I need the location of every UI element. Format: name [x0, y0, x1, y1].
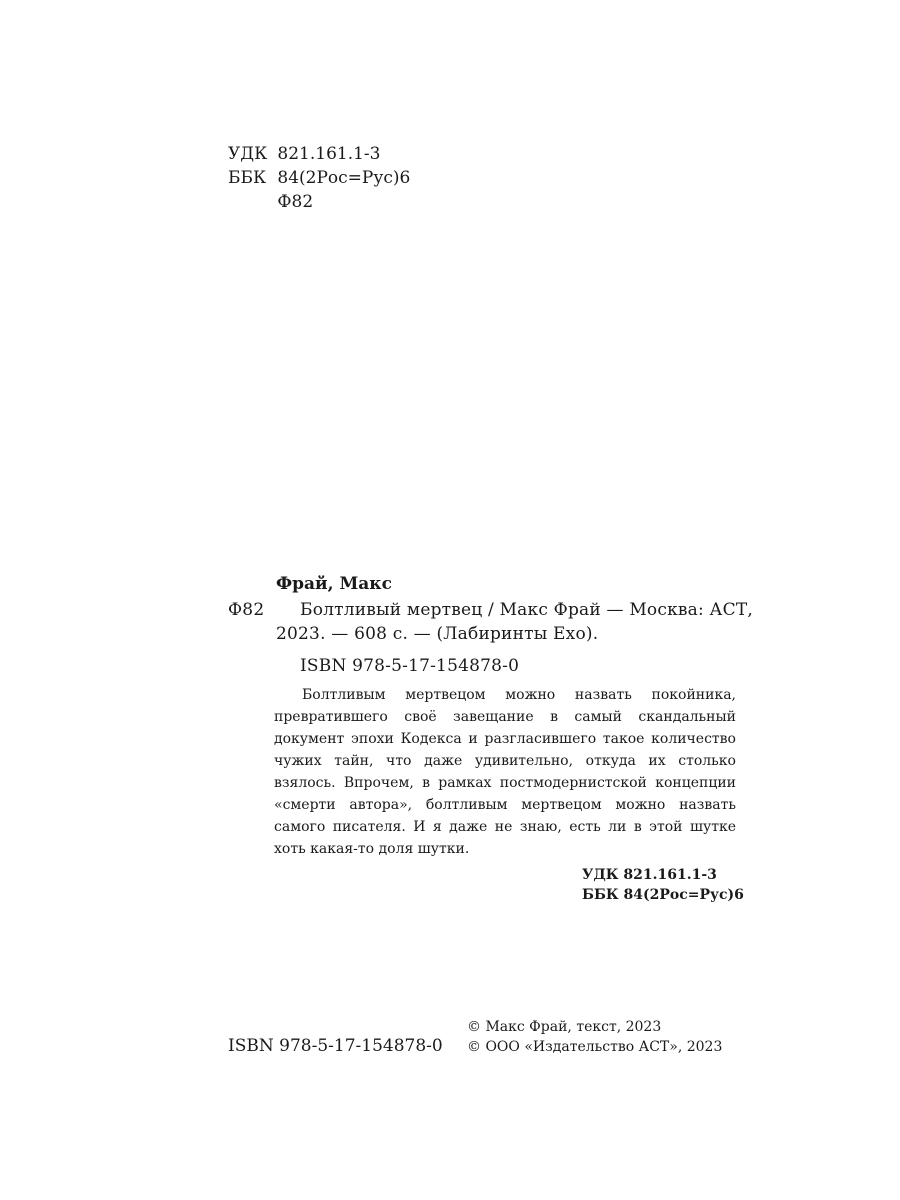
annotation-block	[274, 684, 736, 860]
udk-label: УДК	[228, 144, 268, 164]
copyright-text: © Макс Фрай, текст, 2023	[467, 1019, 662, 1035]
annotation-text: Болтливым мертвецом можно назвать покойника, превратившего своё завещание в самый скандальный документ эпохи Кодекса и разгласившего такое количество чужих тайн, что даже удивительно, откуда их столько взялось. Впрочем, в рамках постмодернистской концепции «смерти автора», болтливым мертвецом можно назвать самого писателя. И я даже не знаю, есть ли в этой шутке хоть какая-то доля шутки.	[274, 687, 736, 857]
udk-line	[228, 142, 410, 166]
isbn-card: ISBN 978-5-17-154878-0	[300, 656, 520, 676]
bbk-value: 84(2Рос=Рус)6	[277, 168, 411, 188]
udk-value: 821.161.1-3	[277, 144, 381, 164]
book-title-line-2: 2023. — 608 с. — (Лабиринты Ехо).	[276, 624, 599, 644]
bbk-line	[228, 166, 410, 190]
author-mark-top: Ф82	[277, 192, 314, 212]
author-mark-line	[228, 190, 410, 214]
classification-top	[228, 142, 410, 214]
isbn-footer: ISBN 978-5-17-154878-0	[228, 1036, 443, 1056]
author-mark-card: Ф82	[228, 600, 265, 620]
bbk-bottom: ББК 84(2Рос=Рус)6	[582, 887, 744, 903]
book-title-line-1: Болтливый мертвец / Макс Фрай — Москва: АСТ,	[300, 600, 753, 620]
udk-bottom: УДК 821.161.1-3	[582, 867, 717, 883]
author-name: Фрай, Макс	[276, 574, 392, 594]
copyright-publisher: © ООО «Издательство АСТ», 2023	[467, 1039, 723, 1055]
bbk-label: ББК	[228, 168, 267, 188]
